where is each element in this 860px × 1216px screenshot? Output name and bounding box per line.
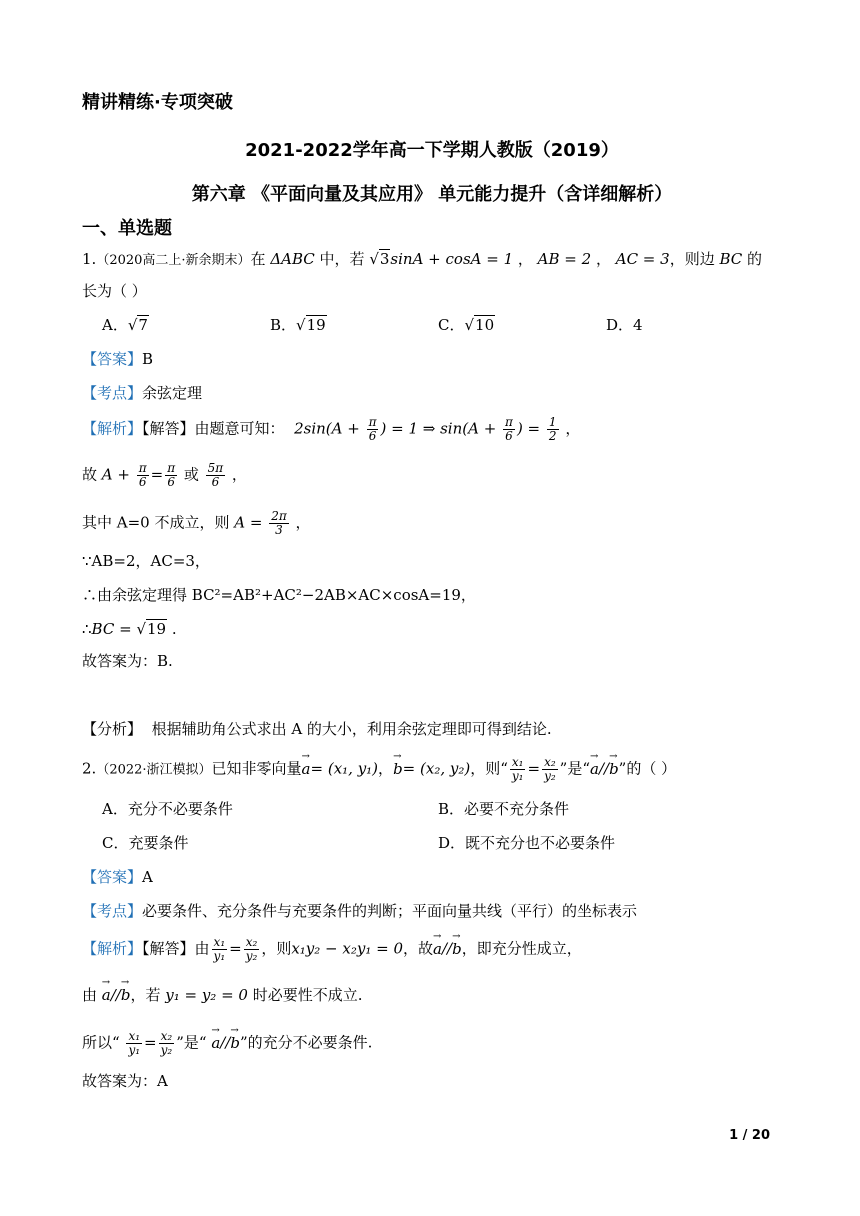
q1-solution-line5: ∴由余弦定理得 BC²=AB²+AC²−2AB×AC×cosA=19，	[82, 586, 476, 604]
q2-sol3-vec-b: → b	[230, 1032, 240, 1054]
q1-sol2-mid: 或	[179, 465, 204, 484]
q2-solution-line2	[82, 984, 782, 1006]
q2-answer-value: A	[142, 868, 153, 886]
q1-frac-pi-6d	[165, 462, 177, 489]
q2-sol1-pre: 由	[194, 939, 210, 958]
q2-point-value: 必要条件、充分条件与充要条件的判断；平面向量共线（平行）的坐标表示	[142, 902, 638, 920]
frac-num: π	[368, 415, 377, 429]
q2-frac-x2-y2	[542, 756, 558, 783]
frac-den: y₂	[245, 949, 258, 963]
q1-solution-line2: 故 A + $\frac{\pi}{6}$ = $\frac{\pi}{6}$ 或 $\frac{5\pi}{6}$ ，	[82, 461, 247, 489]
q2-sol2-parallel: //	[110, 986, 121, 1004]
q1-sol2-pre: 故	[82, 465, 102, 484]
frac-den: 6	[138, 475, 147, 489]
q2-point	[82, 900, 782, 922]
q1-solution-line4: ∵AB=2，AC=3，	[82, 552, 210, 570]
q1-ab: AB = 2	[537, 250, 592, 268]
q2-vec-b: → b	[393, 758, 403, 780]
q2-option-a: A．充分不必要条件	[102, 800, 233, 818]
q1-frac-pi-6b	[503, 416, 515, 443]
q1-sol1-expr-b: ) = 1 ⇒ sin(A +	[380, 419, 502, 438]
q1-solution-line6: ∴BC = √19 .	[82, 620, 177, 638]
frac-num: x₂	[542, 756, 558, 770]
q2-sol3-parallel: //	[220, 1033, 231, 1052]
q2-option-d: D．既不充分也不必要条件	[438, 834, 616, 852]
q1-option-a	[102, 314, 149, 336]
q1-option-c-rad: 10	[475, 316, 495, 334]
q1-frac-2pi-3	[269, 510, 289, 537]
q1-option-a-rad: 7	[138, 316, 148, 334]
answer-tag: 【答案】	[82, 350, 143, 368]
year-title: 2021-2022学年高一下学期人教版（2019）	[245, 140, 619, 161]
q1-option-d: D．4	[606, 316, 643, 334]
q2-sol1-end: ，即充分性成立，	[461, 939, 582, 958]
q2-stem-d: ”的（ ）	[618, 759, 677, 778]
q1-stem-b: 中，若	[314, 250, 370, 268]
chapter-title: 第六章 《平面向量及其应用》 单元能力提升（含详细解析）	[191, 184, 673, 205]
q1-option-c	[438, 314, 495, 336]
q2-stem-c: ”是“	[559, 759, 590, 778]
q2-sol1-post: ，故	[403, 939, 434, 958]
q2-vec-b-value: = (x₂, y₂)	[402, 759, 471, 778]
q1-option-b	[270, 314, 327, 336]
q2-stem-a: 已知非零向量	[211, 759, 302, 778]
q1-option-b-value: √19	[296, 316, 326, 334]
q1-option-b-label: B．	[270, 316, 297, 334]
q1-analysis-text: 根据辅助角公式求出 A 的大小，利用余弦定理即可得到结论.	[151, 720, 552, 738]
q1-frac-1-2	[547, 416, 559, 443]
frac-num: x₁	[126, 1030, 142, 1044]
q1-frac-pi-6c	[137, 462, 149, 489]
q2-solution-line4: 故答案为：A	[82, 1072, 168, 1090]
analysis-tag: 【解析】	[82, 419, 143, 438]
q1-sol3-pre: 其中 A=0 不成立，则	[82, 513, 235, 532]
q2-sol2-eq: y₁ = y₂ = 0	[165, 986, 248, 1004]
q1-solution-line1: 【解析】【解答】由题意可知： 2sin(A + $\frac{\pi}{6}$ ) = 1 ⇒ sin(A + $\frac{\pi}{6}$ ) = $\frac{1}{2}$ ，	[82, 415, 581, 443]
q1-bc: BC	[719, 250, 743, 268]
q1-sol6-pre: ∴	[82, 620, 92, 638]
q1-sol1-expr-a: 2sin(A +	[294, 419, 365, 438]
q2-sol2-vec-a: → a	[102, 984, 111, 1006]
q1-bc-eq: BC =	[91, 620, 137, 638]
q2-number: 2.	[82, 759, 97, 778]
q1-var-a2: A =	[234, 513, 268, 532]
frac-den: y₂	[544, 769, 556, 783]
q1-bc-rad: 19	[147, 620, 167, 638]
q1-solution-line3: 其中 A=0 不成立，则 A = $\frac{2\pi}{3}$ ，	[82, 509, 311, 537]
q1-analysis	[82, 718, 782, 740]
q2-option-b: B．必要不充分条件	[438, 800, 570, 818]
q2-frac-x1-y1	[510, 756, 526, 783]
q2-answer	[82, 866, 782, 888]
q1-condition: sinA + cosA = 1	[390, 250, 514, 268]
q2-stem: 2.（2022·浙江模拟）已知非零向量→ a= (x₁, y₁)，→ b= (x₂, y₂)，则“ $\frac{\text{x₁}}{\text{y₁}}$ = $\frac{\text{x₂}}{\text{y₂}}$ ”是“→ a//→ b”的（ ）	[82, 756, 782, 783]
q2-sol-vec-b: → b	[452, 938, 462, 960]
frac-num: π	[505, 415, 513, 429]
q2-sol3-frac1	[126, 1030, 142, 1057]
q1-var-a: A +	[101, 465, 135, 484]
q2-sol3-mid: ”是“	[176, 1033, 212, 1052]
q2-sol1-mid: ，则	[261, 939, 292, 958]
frac-den: y₁	[511, 769, 524, 783]
q1-stem-line1: 1.（2020高二上·新余期末）在 ΔABC 中，若 √3sinA + cosA = 1 ， AB = 2 ， AC = 3，则边 BC 的	[82, 250, 763, 268]
q2-sol3-pre: 所以“	[82, 1033, 125, 1052]
q2-sol2-end: 时必要性不成立.	[247, 986, 363, 1004]
section-title: 一、单选题	[82, 218, 172, 239]
frac-den: y₁	[128, 1043, 141, 1057]
q2-sol-frac1	[212, 936, 228, 963]
q2-sol3-vec-a: → a	[211, 1032, 220, 1054]
answer-tag: 【答案】	[82, 868, 143, 886]
frac-num: x₁	[510, 756, 526, 770]
frac-den: 2	[548, 429, 557, 443]
frac-num: x₂	[244, 936, 260, 950]
q1-frac-pi-6a	[367, 416, 379, 443]
frac-num: x₂	[159, 1030, 175, 1044]
q2-vec-a-value: = (x₁, y₁)	[310, 759, 379, 778]
q2-option-c: C．充要条件	[102, 834, 189, 852]
q1-option-a-label: A．	[102, 316, 128, 334]
frac-num: π	[138, 461, 147, 475]
q1-option-c-label: C．	[438, 316, 465, 334]
point-tag: 【考点】	[82, 384, 143, 402]
q2-sol-vec-a: → a	[433, 938, 442, 960]
q1-answer-value: B	[142, 350, 154, 368]
q1-source: （2020高二上·新余期末）	[96, 253, 251, 268]
q1-ac: AC = 3	[615, 250, 670, 268]
frac-num: x₁	[212, 936, 228, 950]
frac-den: 6	[505, 429, 513, 443]
q2-sol2-mid: ，若	[130, 986, 166, 1004]
q1-answer	[82, 348, 782, 370]
q1-stem-line2: 长为（ ）	[82, 282, 147, 300]
q1-point	[82, 382, 782, 404]
q1-frac-5pi-6	[206, 462, 226, 489]
q1-solution-line7: 故答案为：B.	[82, 652, 173, 670]
frac-den: y₂	[160, 1043, 173, 1057]
fenxi-tag: 【分析】	[82, 720, 143, 738]
q1-sol1-pre: 由题意可知：	[194, 419, 285, 438]
q2-source: （2022·浙江模拟）	[96, 762, 212, 778]
q2-sol-parallel: //	[441, 939, 453, 958]
frac-den: 3	[275, 523, 283, 537]
q2-sol2-vec-b: → b	[121, 984, 131, 1006]
q2-sol1-eq: x₁y₂ − x₂y₁ = 0	[291, 939, 404, 958]
frac-den: 6	[167, 475, 175, 489]
frac-num: 2π	[271, 509, 287, 523]
q1-number: 1.	[82, 250, 97, 268]
analysis-tag: 【解析】	[82, 939, 143, 958]
q1-triangle: ΔABC	[270, 250, 315, 268]
q2-sol2-pre: 由	[82, 986, 102, 1004]
frac-den: y₁	[213, 949, 226, 963]
q1-sol1-expr-c: ) =	[516, 419, 545, 438]
q2-solution-line1: 【解析】【解答】由 $\frac{\text{x₁}}{\text{y₁}}$ = $\frac{\text{x₂}}{\text{y₂}}$ ，则x₁y₂ − x₂y₁ = 0，故→ a//→ b，即充分性成立，	[82, 936, 782, 963]
q2-stem-b: ，则“	[470, 759, 508, 778]
q2-vec-b2: → b	[609, 758, 619, 780]
q1-bc-sqrt: √19	[136, 620, 167, 638]
frac-num: π	[167, 461, 176, 475]
frac-num: 1	[548, 415, 557, 429]
solve-tag: 【解答】	[142, 419, 195, 438]
q2-sol3-frac2	[159, 1030, 175, 1057]
q2-parallel: //	[598, 759, 610, 778]
frac-den: 6	[368, 429, 377, 443]
q1-stem-a: 在	[250, 250, 271, 268]
q1-stem-c: ，则边	[669, 250, 720, 268]
q2-vec-a: → a	[302, 758, 311, 780]
q2-sol3-end: ”的充分不必要条件.	[239, 1033, 373, 1052]
q1-sqrt3: √3	[369, 250, 390, 268]
q1-option-a-value: √7	[127, 316, 148, 334]
series-title: 精讲精练·专项突破	[82, 92, 233, 113]
q2-sol-frac2	[244, 936, 260, 963]
frac-den: 6	[211, 475, 220, 489]
q1-option-b-rad: 19	[306, 316, 326, 334]
point-tag: 【考点】	[82, 902, 143, 920]
page-number: 1 / 20	[729, 1128, 770, 1143]
solve-tag: 【解答】	[142, 939, 195, 958]
q2-solution-line3: 所以“ $\frac{\text{x₁}}{\text{y₁}}$ = $\frac{\text{x₂}}{\text{y₂}}$ ”是“ → a//→ b”的充分不必要条件.	[82, 1030, 782, 1057]
q2-vec-a2: → a	[590, 758, 599, 780]
q1-stem-d: 的	[742, 250, 763, 268]
q1-point-value: 余弦定理	[142, 384, 203, 402]
q1-option-c-value: √10	[464, 316, 495, 334]
frac-num: 5π	[207, 461, 224, 475]
